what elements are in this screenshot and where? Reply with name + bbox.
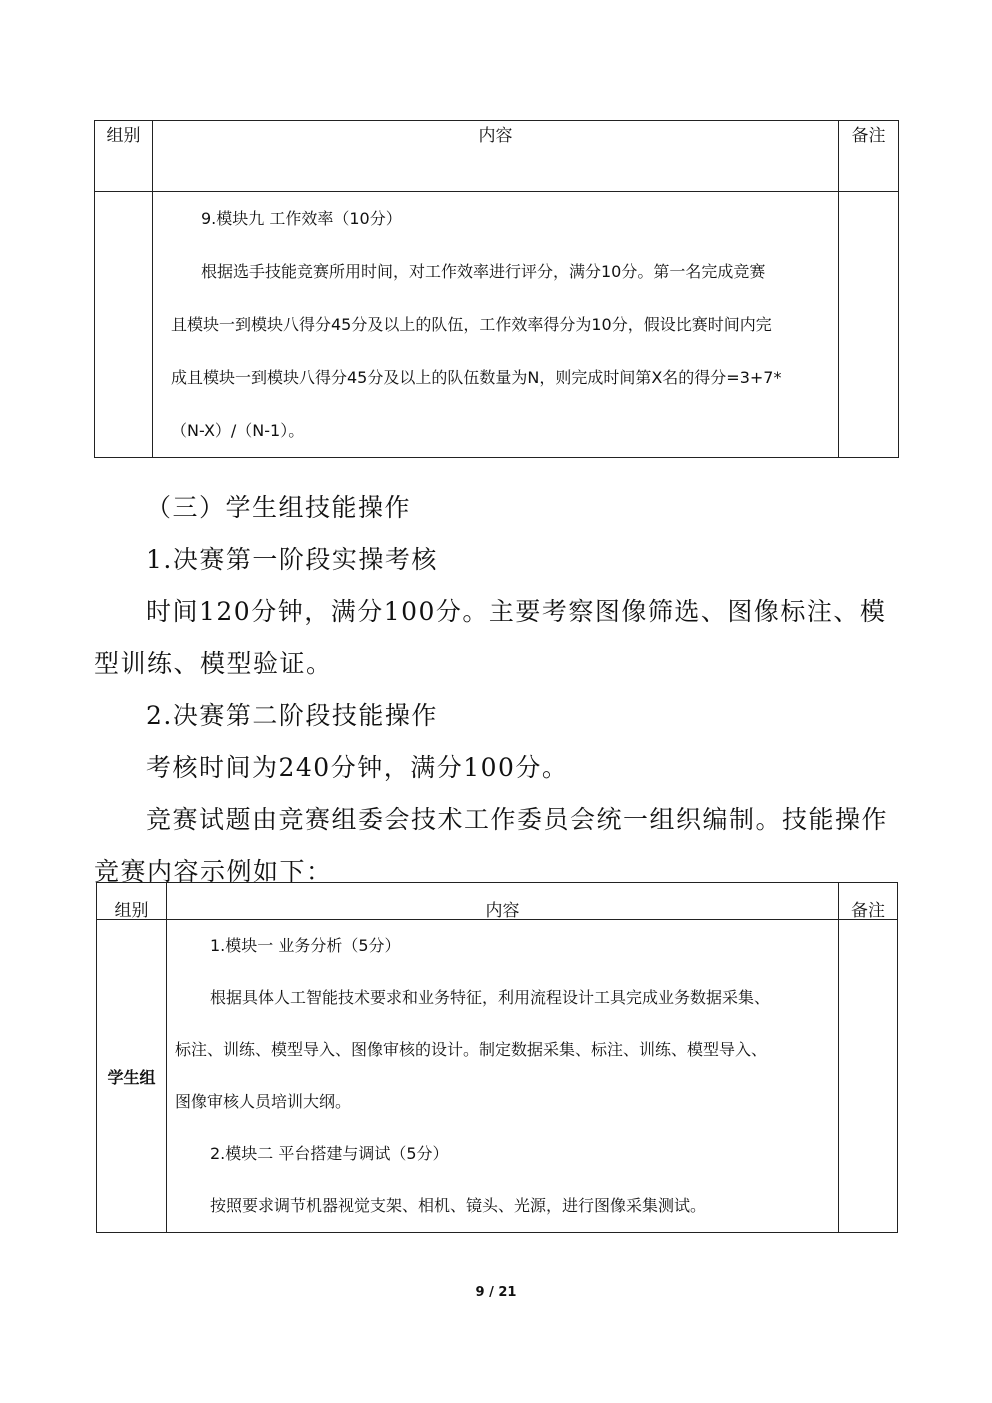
section-body — [94, 482, 904, 898]
table-module-nine — [94, 120, 899, 458]
header-content: 内容 — [167, 883, 839, 920]
table-row — [97, 920, 898, 1233]
subheading: 2.决赛第二阶段技能操作 — [146, 701, 438, 730]
content-line: 成且模块一到模块八得分45分及以上的队伍数量为N，则完成时间第X名的得分=3+7* — [171, 368, 782, 387]
paragraph: 竞赛试题由竞赛组委会技术工作委员会统一组织编制。技能操作竞赛内容示例如下： — [94, 805, 889, 886]
table-header-row — [97, 883, 898, 920]
subheading: 1.决赛第一阶段实操考核 — [146, 545, 438, 574]
page-number: 9 / 21 — [475, 1285, 517, 1300]
content-cell — [153, 192, 839, 458]
content-cell — [167, 920, 839, 1233]
content-line: （N-X）/（N-1）。 — [171, 421, 305, 440]
group-cell — [95, 192, 153, 458]
content-line: 按照要求调节机器视觉支架、相机、镜头、光源，进行图像采集测试。 — [210, 1196, 707, 1215]
content-line: 根据具体人工智能技术要求和业务特征，利用流程设计工具完成业务数据采集、 — [210, 988, 771, 1007]
table-student-group — [96, 882, 898, 1233]
table-row — [95, 192, 899, 458]
module-title: 2.模块二 平台搭建与调试（5分） — [210, 1144, 449, 1163]
content-line: 标注、训练、模型导入、图像审核的设计。制定数据采集、标注、训练、模型导入、 — [175, 1040, 768, 1059]
paragraph: 考核时间为240分钟，满分100分。 — [146, 753, 569, 782]
content-line: 根据选手技能竞赛所用时间，对工作效率进行评分，满分10分。第一名完成竞赛 — [201, 262, 766, 281]
group-cell: 学生组 — [97, 920, 167, 1233]
module-title: 1.模块一 业务分析（5分） — [210, 936, 401, 955]
content-line: 图像审核人员培训大纲。 — [175, 1092, 352, 1111]
content-line: 且模块一到模块八得分45分及以上的队伍，工作效率得分为10分，假设比赛时间内完 — [171, 315, 772, 334]
header-note: 备注 — [839, 883, 898, 920]
note-cell — [839, 192, 899, 458]
note-cell — [839, 920, 898, 1233]
table-header-row — [95, 121, 899, 192]
header-content: 内容 — [153, 121, 839, 192]
header-note: 备注 — [839, 121, 899, 192]
header-group: 组别 — [97, 883, 167, 920]
module-title: 9.模块九 工作效率（10分） — [201, 209, 402, 228]
paragraph: 时间120分钟，满分100分。主要考察图像筛选、图像标注、模型训练、模型验证。 — [94, 597, 887, 678]
section-heading: （三）学生组技能操作 — [146, 493, 412, 522]
header-group: 组别 — [95, 121, 153, 192]
